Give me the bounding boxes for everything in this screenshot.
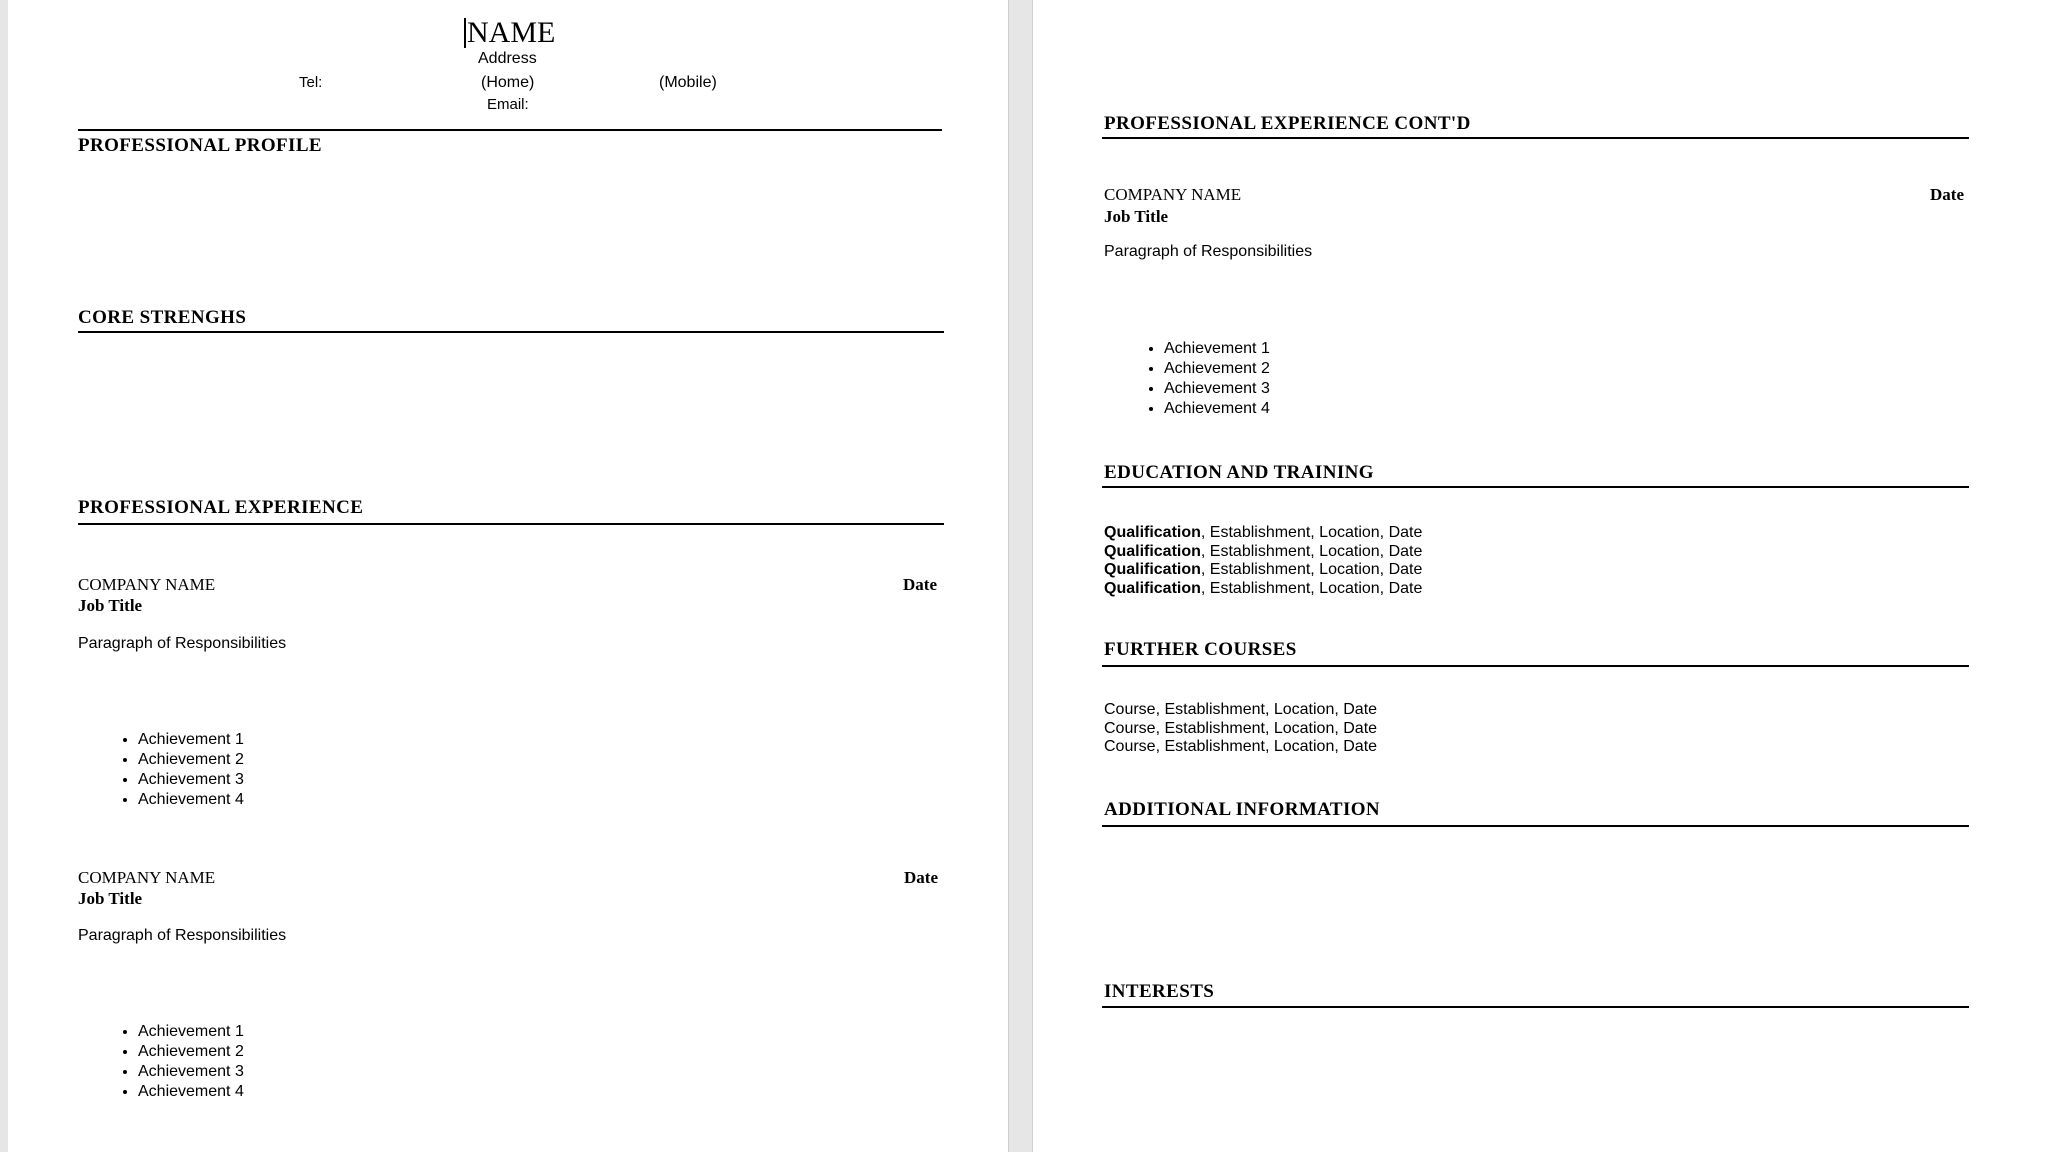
interests-heading: INTERESTS [1104, 981, 1215, 1002]
list-item: • Achievement 1 [1164, 339, 1270, 359]
job-2-title: Job Title [78, 889, 143, 908]
list-item: • Achievement 4 [138, 790, 244, 810]
course-line: Course, Establishment, Location, Date [1104, 738, 1378, 755]
qualification-line: Qualification, Establishment, Location, Date [1104, 561, 1423, 578]
list-item: • Achievement 2 [138, 750, 244, 770]
job-3-achievements [1104, 339, 1270, 419]
course-line: Course, Establishment, Location, Date [1104, 701, 1378, 718]
job-1-company: COMPANY NAME [78, 575, 216, 594]
qualification-line: Qualification, Establishment, Location, Date [1104, 524, 1423, 541]
education-heading: EDUCATION AND TRAINING [1104, 462, 1374, 483]
list-item: • Achievement 4 [138, 1082, 244, 1102]
job-1-achievements [78, 730, 244, 810]
job-1-date: Date [903, 575, 937, 594]
education-divider [1102, 486, 1969, 488]
additional-information-heading: ADDITIONAL INFORMATION [1104, 799, 1381, 820]
courses-list [1104, 701, 1377, 757]
job-3-responsibilities: Paragraph of Responsibilities [1104, 243, 1313, 260]
list-item: • Achievement 1 [138, 730, 244, 750]
professional-experience-divider [78, 523, 944, 525]
job-3-title: Job Title [1104, 207, 1169, 226]
further-courses-divider [1102, 665, 1969, 667]
interests-divider [1102, 1006, 1969, 1008]
list-item: • Achievement 2 [1164, 359, 1270, 379]
job-3-company: COMPANY NAME [1104, 185, 1242, 204]
document-page-1[interactable] [8, 0, 1009, 1152]
list-item: • Achievement 1 [138, 1022, 244, 1042]
list-item: • Achievement 3 [138, 1062, 244, 1082]
list-item: • Achievement 3 [138, 770, 244, 790]
resume-name[interactable]: NAME [464, 16, 555, 50]
experience-contd-divider [1102, 137, 1969, 139]
job-3-date: Date [1930, 185, 1964, 204]
job-1-responsibilities: Paragraph of Responsibilities [78, 635, 287, 652]
address-line: Address [478, 50, 537, 67]
professional-experience-heading: PROFESSIONAL EXPERIENCE [78, 497, 364, 518]
header-divider [78, 129, 942, 131]
text-cursor [464, 18, 466, 48]
qualification-line: Qualification, Establishment, Location, Date [1104, 542, 1423, 560]
professional-experience-contd-heading: PROFESSIONAL EXPERIENCE CONT'D [1104, 113, 1471, 134]
list-item: • Achievement 3 [1164, 379, 1270, 399]
document-page-2[interactable] [1032, 0, 2048, 1152]
list-item: • Achievement 2 [138, 1042, 244, 1062]
list-item: • Achievement 4 [1164, 399, 1270, 419]
job-2-company: COMPANY NAME [78, 868, 216, 887]
home-label: (Home) [481, 74, 535, 91]
qualifications-list [1104, 524, 1422, 598]
job-2-date: Date [904, 868, 938, 887]
job-2-responsibilities: Paragraph of Responsibilities [78, 927, 287, 944]
further-courses-heading: FURTHER COURSES [1104, 639, 1297, 660]
course-line: Course, Establishment, Location, Date [1104, 719, 1378, 737]
mobile-label: (Mobile) [659, 74, 717, 91]
qualification-line: Qualification, Establishment, Location, Date [1104, 579, 1423, 597]
professional-profile-heading: PROFESSIONAL PROFILE [78, 135, 322, 156]
email-label: Email: [487, 96, 529, 113]
additional-information-divider [1102, 825, 1969, 827]
core-strengths-heading: CORE STRENGHS [78, 307, 247, 328]
core-strengths-divider [78, 331, 944, 333]
job-1-title: Job Title [78, 596, 143, 615]
tel-label: Tel: [299, 74, 323, 91]
job-2-achievements [78, 1022, 244, 1102]
